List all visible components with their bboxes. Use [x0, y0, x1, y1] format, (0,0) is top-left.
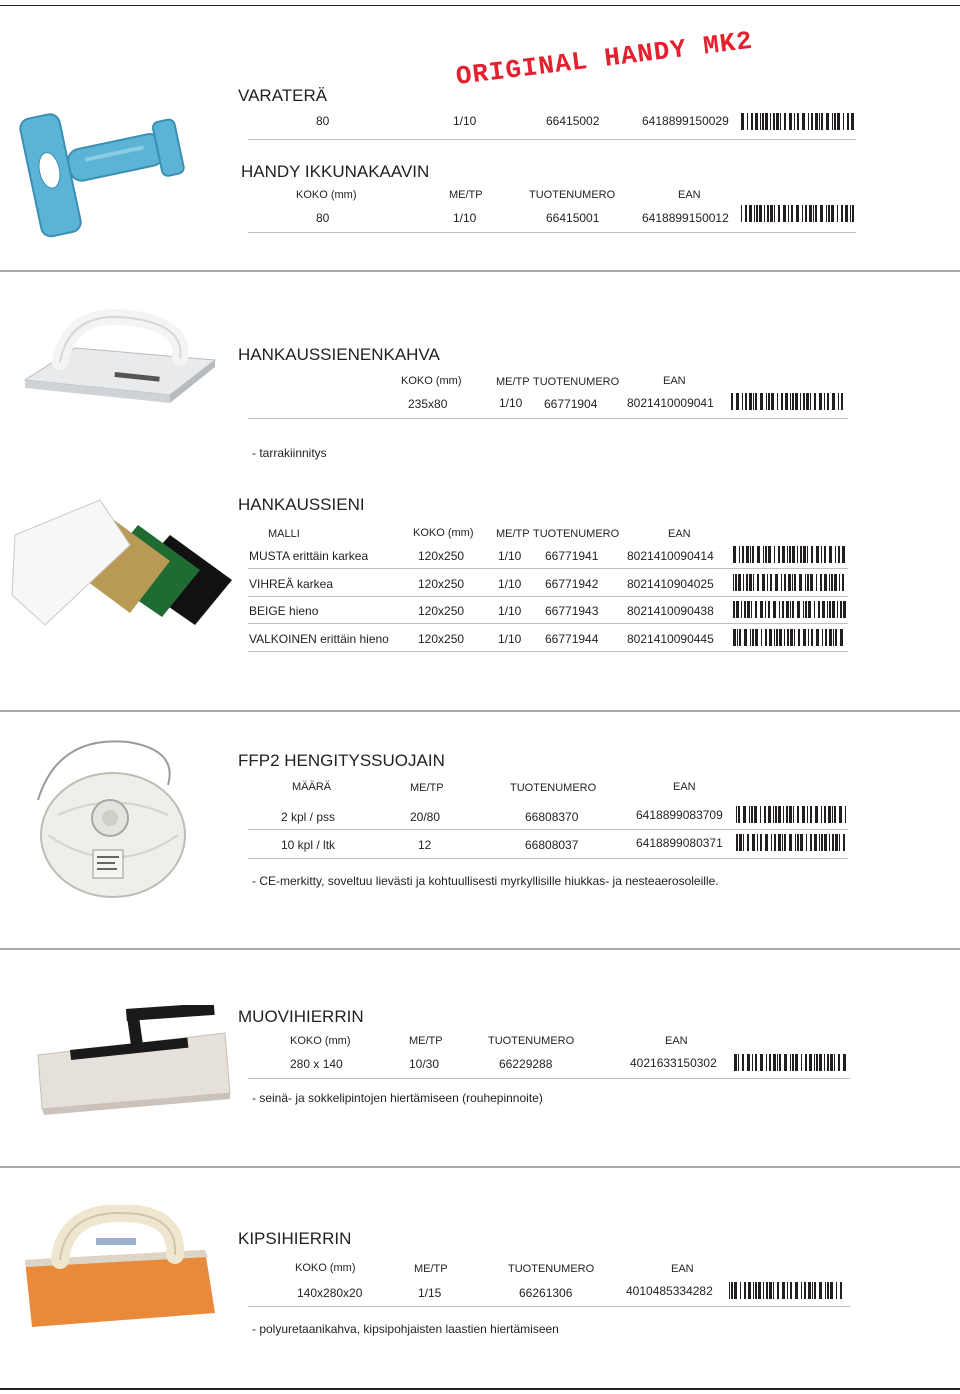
- sponge-pads-image: [10, 495, 240, 665]
- pack-value: 1/10: [453, 211, 477, 225]
- size-value: 120x250: [418, 632, 465, 646]
- ean-value: 6418899083709: [636, 808, 723, 822]
- product-title-varatera: VARATERÄ: [238, 86, 328, 105]
- header-pack: ME/TP: [449, 189, 483, 201]
- product-title-ikkunakaavin: HANDY IKKUNAKAAVIN: [241, 162, 430, 181]
- product-number: 66771904: [544, 397, 598, 411]
- product-number: 66771944: [545, 632, 599, 646]
- header-pack: ME/TP: [409, 1035, 443, 1047]
- barcode-icon: [733, 629, 846, 646]
- header-model: MALLI: [268, 528, 300, 540]
- row-divider: [248, 596, 848, 597]
- model-value: VALKOINEN erittäin hieno: [249, 632, 389, 646]
- barcode-icon: [734, 1054, 850, 1071]
- pack-value: 10/30: [409, 1057, 440, 1071]
- header-size: KOKO (mm): [290, 1035, 351, 1047]
- model-value: VIHREÄ karkea: [249, 577, 334, 591]
- header-product-number: TUOTENUMERO: [533, 376, 620, 388]
- top-border: [0, 5, 960, 6]
- header-ean: EAN: [671, 1263, 694, 1275]
- ean-value: 8021410009041: [627, 396, 714, 410]
- product-title-hankaussienenkahva: HANKAUSSIENENKAHVA: [238, 345, 440, 364]
- header-product-number: TUOTENUMERO: [533, 528, 620, 540]
- header-size: KOKO (mm): [296, 189, 357, 201]
- row-divider: [248, 858, 848, 859]
- respirator-mask-image: [18, 730, 203, 905]
- pack-value: 1/10: [453, 114, 477, 128]
- feature-note: - polyuretaanikahva, kipsipohjaisten laastien hiertämiseen: [252, 1322, 559, 1336]
- barcode-icon: [733, 601, 846, 618]
- model-value: MUSTA erittäin karkea: [249, 549, 369, 563]
- size-value: 140x280x20: [297, 1286, 363, 1300]
- product-number: 66261306: [519, 1286, 573, 1300]
- header-pack: ME/TP: [496, 376, 530, 388]
- barcode-icon: [741, 205, 856, 222]
- sponge-holder-image: [20, 300, 220, 420]
- header-pack: ME/TP: [496, 528, 530, 540]
- model-value: BEIGE hieno: [249, 604, 319, 618]
- pack-value: 1/10: [498, 632, 522, 646]
- product-title-hankaussieni: HANKAUSSIENI: [238, 495, 365, 514]
- product-number: 66415001: [546, 211, 600, 225]
- size-value: 120x250: [418, 577, 465, 591]
- row-divider: [248, 418, 848, 419]
- row-divider: [248, 623, 848, 624]
- row-divider: [248, 232, 856, 233]
- ean-value: 8021410090414: [627, 549, 714, 563]
- row-divider: [248, 1306, 850, 1307]
- header-pack: ME/TP: [410, 782, 444, 794]
- section-separator: [0, 948, 960, 950]
- feature-note: - tarrakiinnitys: [252, 446, 327, 460]
- feature-note: - seinä- ja sokkelipintojen hiertämiseen (rouhepinnoite): [252, 1091, 543, 1105]
- ean-value: 4010485334282: [626, 1284, 713, 1298]
- row-divider: [248, 139, 856, 140]
- barcode-icon: [736, 806, 849, 823]
- size-value: 120x250: [418, 604, 465, 618]
- quantity-value: 10 kpl / ltk: [281, 838, 336, 852]
- header-size: KOKO (mm): [295, 1262, 356, 1274]
- header-product-number: TUOTENUMERO: [510, 782, 597, 794]
- barcode-icon: [733, 546, 846, 563]
- product-number: 66771942: [545, 577, 599, 591]
- barcode-icon: [736, 834, 849, 851]
- product-number: 66771943: [545, 604, 599, 618]
- ean-value: 8021410090438: [627, 604, 714, 618]
- product-number: 66415002: [546, 114, 600, 128]
- quantity-value: 2 kpl / pss: [281, 810, 336, 824]
- row-divider: [248, 568, 848, 569]
- ean-value: 6418899150029: [642, 114, 729, 128]
- brand-banner: ORIGINAL HANDY MK2: [454, 25, 755, 92]
- header-quantity: MÄÄRÄ: [292, 781, 332, 793]
- plastic-float-image: [30, 1005, 235, 1115]
- pack-value: 1/10: [498, 577, 522, 591]
- size-value: 120x250: [418, 549, 465, 563]
- size-value: 80: [316, 114, 330, 128]
- header-ean: EAN: [668, 528, 691, 540]
- size-value: 280 x 140: [290, 1057, 343, 1071]
- ean-value: 8021410904025: [627, 577, 714, 591]
- product-title-muovihierrin: MUOVIHIERRIN: [238, 1007, 364, 1026]
- header-product-number: TUOTENUMERO: [488, 1035, 575, 1047]
- barcode-icon: [741, 113, 856, 130]
- barcode-icon: [729, 1282, 846, 1299]
- bottom-border: [0, 1388, 960, 1390]
- scraper-image: [12, 62, 212, 242]
- ean-value: 4021633150302: [630, 1056, 717, 1070]
- barcode-icon: [733, 574, 846, 591]
- header-size: KOKO (mm): [401, 375, 462, 387]
- barcode-icon: [731, 393, 846, 410]
- row-divider: [248, 1078, 850, 1079]
- product-number: 66808037: [525, 838, 579, 852]
- pack-value: 1/15: [418, 1286, 442, 1300]
- section-separator: [0, 710, 960, 712]
- feature-note: - CE-merkitty, soveltuu lievästi ja kohtuullisesti myrkyllisille hiukkas- ja nesteaerosoleille.: [252, 874, 719, 888]
- gypsum-float-image: [20, 1205, 220, 1330]
- ean-value: 6418899150012: [642, 211, 729, 225]
- product-number: 66229288: [499, 1057, 553, 1071]
- product-title-ffp2: FFP2 HENGITYSSUOJAIN: [238, 751, 445, 770]
- ean-value: 8021410090445: [627, 632, 714, 646]
- product-title-kipsihierrin: KIPSIHIERRIN: [238, 1229, 352, 1248]
- pack-value: 20/80: [410, 810, 441, 824]
- header-product-number: TUOTENUMERO: [529, 189, 616, 201]
- header-product-number: TUOTENUMERO: [508, 1263, 595, 1275]
- section-separator: [0, 1166, 960, 1168]
- ean-value: 6418899080371: [636, 836, 723, 850]
- section-separator: [0, 270, 960, 272]
- header-pack: ME/TP: [414, 1263, 448, 1275]
- row-divider: [248, 829, 848, 830]
- header-ean: EAN: [663, 375, 686, 387]
- header-size: KOKO (mm): [413, 527, 474, 539]
- size-value: 80: [316, 211, 330, 225]
- header-ean: EAN: [665, 1035, 688, 1047]
- pack-value: 1/10: [499, 396, 523, 410]
- pack-value: 1/10: [498, 604, 522, 618]
- row-divider: [248, 651, 848, 652]
- product-number: 66771941: [545, 549, 599, 563]
- header-ean: EAN: [673, 781, 696, 793]
- product-number: 66808370: [525, 810, 579, 824]
- pack-value: 1/10: [498, 549, 522, 563]
- size-value: 235x80: [408, 397, 448, 411]
- pack-value: 12: [418, 838, 432, 852]
- header-ean: EAN: [678, 189, 701, 201]
